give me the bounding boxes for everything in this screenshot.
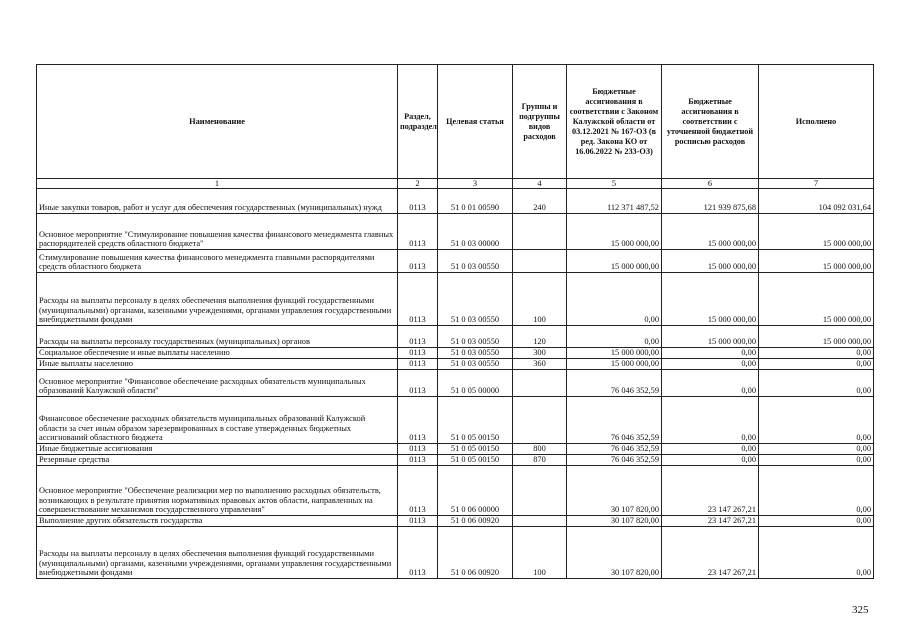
page-number: 325 [852, 604, 869, 616]
header-row [37, 65, 874, 179]
row-executed: 0,00 [759, 348, 874, 359]
row-group [513, 516, 567, 527]
row-target: 51 0 01 00590 [438, 189, 513, 214]
row-executed: 0,00 [759, 444, 874, 455]
budget-table-container [36, 64, 873, 579]
col-number: 7 [759, 179, 874, 189]
row-alloc-refined: 0,00 [662, 359, 759, 370]
row-executed: 0,00 [759, 397, 874, 444]
row-section: 0113 [398, 214, 438, 250]
row-group [513, 466, 567, 516]
table-row [37, 250, 874, 273]
row-section: 0113 [398, 397, 438, 444]
col-number: 6 [662, 179, 759, 189]
row-section: 0113 [398, 516, 438, 527]
row-target: 51 0 03 00550 [438, 250, 513, 273]
row-group: 240 [513, 189, 567, 214]
row-alloc-refined: 121 939 875,68 [662, 189, 759, 214]
row-name: Основное мероприятие "Обеспечение реализации мер по выполнению расходных обязательств, возникающих в результате принятия нормативных правовых актов области, направленных на совершенствование механизмов государственного управления" [37, 466, 398, 516]
row-section: 0113 [398, 444, 438, 455]
row-section: 0113 [398, 370, 438, 397]
table-row [37, 370, 874, 397]
row-executed: 104 092 031,64 [759, 189, 874, 214]
row-section: 0113 [398, 359, 438, 370]
table-row [37, 527, 874, 579]
col-number: 3 [438, 179, 513, 189]
row-alloc-law: 76 046 352,59 [567, 455, 662, 466]
table-row [37, 189, 874, 214]
row-target: 51 0 05 00150 [438, 397, 513, 444]
row-alloc-law: 15 000 000,00 [567, 214, 662, 250]
table-body [37, 189, 874, 579]
row-alloc-law: 112 371 487,52 [567, 189, 662, 214]
budget-table [36, 64, 874, 579]
row-section: 0113 [398, 527, 438, 579]
row-alloc-law: 30 107 820,00 [567, 516, 662, 527]
table-row [37, 359, 874, 370]
row-alloc-law: 15 000 000,00 [567, 359, 662, 370]
header-alloc-law: Бюджетные ассигнования в соответствии с Законом Калужской области от 03.12.2021 № 167-ОЗ (в ред. Закона КО от 16.06.2022 № 233-ОЗ) [567, 65, 662, 179]
row-target: 51 0 03 00550 [438, 326, 513, 348]
row-target: 51 0 03 00550 [438, 348, 513, 359]
row-name: Иные бюджетные ассигнования [37, 444, 398, 455]
row-group: 800 [513, 444, 567, 455]
row-group [513, 370, 567, 397]
table-row [37, 273, 874, 326]
row-group: 360 [513, 359, 567, 370]
row-alloc-refined: 0,00 [662, 444, 759, 455]
row-name: Расходы на выплаты персоналу в целях обеспечения выполнения функций государственными (муниципальными) органами, казенными учреждениями, органами управления государственными внебюджетными фондами [37, 273, 398, 326]
row-group [513, 214, 567, 250]
row-group [513, 397, 567, 444]
table-row [37, 397, 874, 444]
row-name: Выполнение других обязательств государства [37, 516, 398, 527]
row-alloc-law: 15 000 000,00 [567, 348, 662, 359]
row-alloc-law: 76 046 352,59 [567, 370, 662, 397]
row-executed: 0,00 [759, 455, 874, 466]
row-group: 120 [513, 326, 567, 348]
row-alloc-law: 30 107 820,00 [567, 527, 662, 579]
row-name: Основное мероприятие "Финансовое обеспечение расходных обязательств муниципальных образований Калужской области" [37, 370, 398, 397]
row-target: 51 0 05 00150 [438, 455, 513, 466]
row-group: 870 [513, 455, 567, 466]
row-alloc-refined: 15 000 000,00 [662, 250, 759, 273]
col-number: 5 [567, 179, 662, 189]
row-executed: 0,00 [759, 370, 874, 397]
row-group: 100 [513, 527, 567, 579]
row-target: 51 0 03 00550 [438, 273, 513, 326]
row-alloc-refined: 0,00 [662, 455, 759, 466]
row-name: Социальное обеспечение и иные выплаты населению [37, 348, 398, 359]
row-target: 51 0 06 00000 [438, 466, 513, 516]
table-row [37, 326, 874, 348]
row-target: 51 0 05 00000 [438, 370, 513, 397]
header-target: Целевая статья [438, 65, 513, 179]
row-group [513, 250, 567, 273]
row-alloc-law: 30 107 820,00 [567, 466, 662, 516]
row-alloc-law: 0,00 [567, 326, 662, 348]
col-number: 1 [37, 179, 398, 189]
table-row [37, 466, 874, 516]
table-row [37, 444, 874, 455]
col-number: 2 [398, 179, 438, 189]
row-name: Расходы на выплаты персоналу в целях обеспечения выполнения функций государственными (муниципальными) органами, казенными учреждениями, органами управления государственными внебюджетными фондами [37, 527, 398, 579]
row-section: 0113 [398, 189, 438, 214]
row-executed: 15 000 000,00 [759, 273, 874, 326]
row-alloc-law: 15 000 000,00 [567, 250, 662, 273]
table-row [37, 214, 874, 250]
col-number: 4 [513, 179, 567, 189]
row-group: 100 [513, 273, 567, 326]
header-alloc-refined: Бюджетные ассигнования в соответствии с уточненной бюджетной росписью расходов [662, 65, 759, 179]
row-alloc-refined: 0,00 [662, 397, 759, 444]
row-executed: 15 000 000,00 [759, 214, 874, 250]
row-name: Резервные средства [37, 455, 398, 466]
row-executed: 0,00 [759, 359, 874, 370]
row-alloc-law: 76 046 352,59 [567, 444, 662, 455]
column-numbers-row [37, 179, 874, 189]
row-name: Стимулирование повышения качества финансового менеджмента главными распорядителями средств областного бюджета [37, 250, 398, 273]
row-alloc-refined: 23 147 267,21 [662, 466, 759, 516]
row-alloc-law: 76 046 352,59 [567, 397, 662, 444]
row-name: Иные выплаты населению [37, 359, 398, 370]
row-alloc-refined: 15 000 000,00 [662, 214, 759, 250]
header-executed: Исполнено [759, 65, 874, 179]
row-name: Расходы на выплаты персоналу государственных (муниципальных) органов [37, 326, 398, 348]
row-section: 0113 [398, 250, 438, 273]
row-target: 51 0 05 00150 [438, 444, 513, 455]
row-target: 51 0 06 00920 [438, 516, 513, 527]
row-executed: 0,00 [759, 527, 874, 579]
row-target: 51 0 03 00550 [438, 359, 513, 370]
table-row [37, 455, 874, 466]
header-name: Наименование [37, 65, 398, 179]
row-section: 0113 [398, 466, 438, 516]
row-target: 51 0 03 00000 [438, 214, 513, 250]
row-alloc-refined: 15 000 000,00 [662, 326, 759, 348]
table-row [37, 516, 874, 527]
row-section: 0113 [398, 455, 438, 466]
table-row [37, 348, 874, 359]
row-section: 0113 [398, 348, 438, 359]
row-alloc-refined: 0,00 [662, 370, 759, 397]
row-alloc-refined: 15 000 000,00 [662, 273, 759, 326]
row-group: 300 [513, 348, 567, 359]
row-executed: 15 000 000,00 [759, 326, 874, 348]
row-name: Иные закупки товаров, работ и услуг для обеспечения государственных (муниципальных) нужд [37, 189, 398, 214]
row-name: Финансовое обеспечение расходных обязательств муниципальных образований Калужской области за счет иным образом зарезервированных в составе утвержденных бюджетных ассигнований областного бюджета [37, 397, 398, 444]
row-alloc-refined: 23 147 267,21 [662, 527, 759, 579]
row-executed: 0,00 [759, 516, 874, 527]
header-groups: Группы и подгруппы видов расходов [513, 65, 567, 179]
row-alloc-refined: 0,00 [662, 348, 759, 359]
row-alloc-refined: 23 147 267,21 [662, 516, 759, 527]
row-section: 0113 [398, 326, 438, 348]
row-section: 0113 [398, 273, 438, 326]
row-executed: 15 000 000,00 [759, 250, 874, 273]
row-alloc-law: 0,00 [567, 273, 662, 326]
row-executed: 0,00 [759, 466, 874, 516]
header-section: Раздел, подраздел [398, 65, 438, 179]
row-name: Основное мероприятие "Стимулирование повышения качества финансового менеджмента главных распорядителей средств областного бюджета" [37, 214, 398, 250]
row-target: 51 0 06 00920 [438, 527, 513, 579]
